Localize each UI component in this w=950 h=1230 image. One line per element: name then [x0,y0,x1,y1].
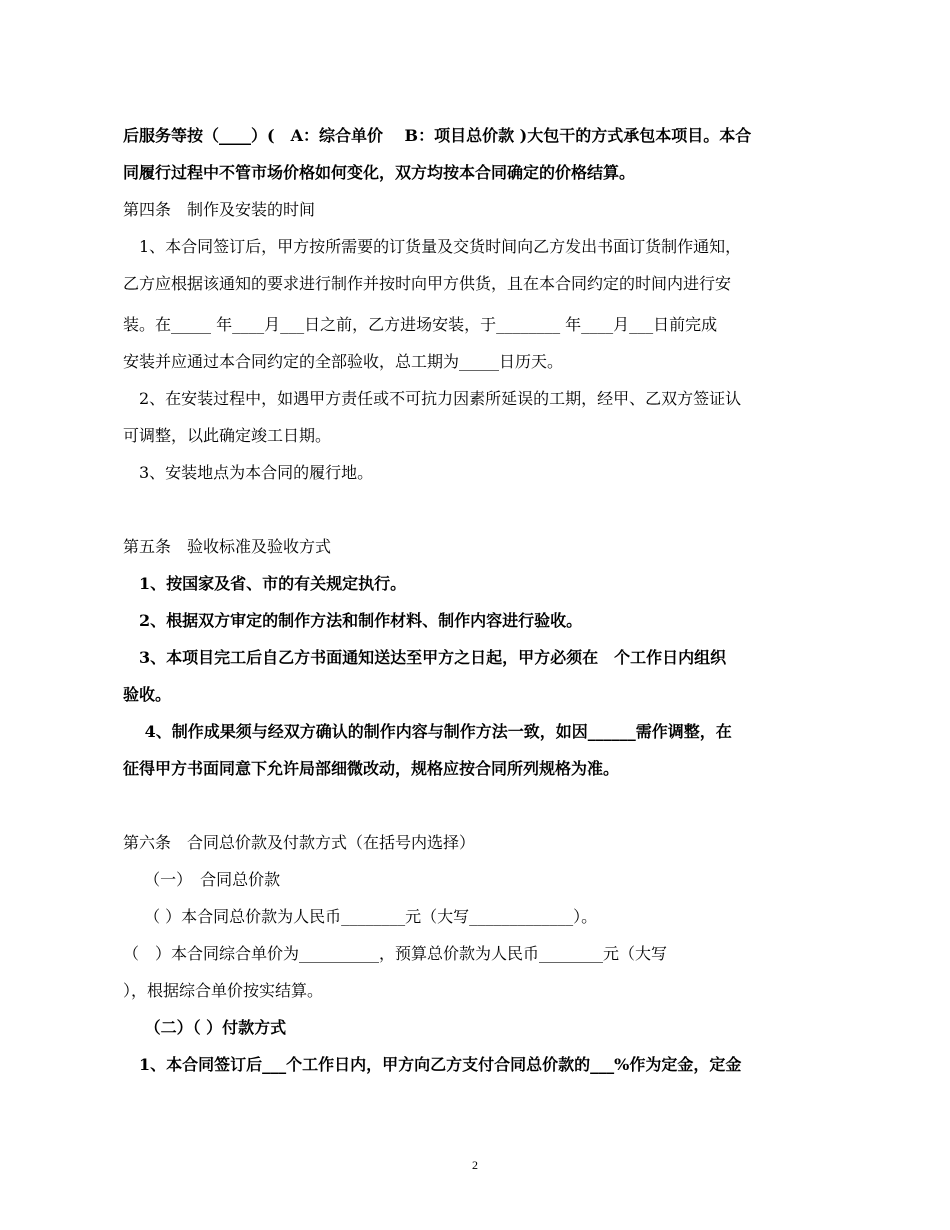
text-line: 征得甲方书面同意下允许局部细微改动，规格应按合同所列规格为准。 [123,759,620,778]
text-line: （ ）本合同综合单价为__________，预算总价款为人民币________元（大写 [123,944,668,963]
section-heading-6: 第六条 合同总价款及付款方式（在括号内选择） [123,833,476,852]
text-line: （一） 合同总价款 [123,870,281,889]
section-heading-4: 第四条 制作及安装的时间 [123,200,316,219]
text-line: 后服务等按（____）( A：综合单价 B：项目总价款 )大包干的方式承包本项目。本合 [123,126,752,145]
text-line: 乙方应根据该通知的要求进行制作并按时向甲方供货，且在本合同约定的时间内进行安 [123,274,732,293]
text-line: 可调整，以此确定竣工日期。 [123,426,332,445]
text-line: 1、本合同签订后，甲方按所需要的订货量及交货时间向乙方发出书面订货制作通知， [123,237,742,256]
text-line: 2、根据双方审定的制作方法和制作材料、制作内容进行验收。 [123,611,583,630]
text-line: 1、本合同签订后___个工作日内，甲方向乙方支付合同总价款的___%作为定金，定金 [123,1055,742,1074]
text-line: （ ）本合同总价款为人民币________元（大写_____________）。 [123,907,598,926]
text-line: 1、按国家及省、市的有关规定执行。 [123,574,407,593]
page-number: 2 [472,1158,478,1172]
text-line: 同履行过程中不管市场价格如何变化，双方均按本合同确定的价格结算。 [123,163,636,182]
text-line: 装。在_____ 年____月___日之前，乙方进场安装，于________ 年____月___日前完成 [123,315,718,334]
text-line: （二）（ ）付款方式 [123,1018,287,1037]
text-line: ），根据综合单价按实结算。 [123,981,324,1000]
text-line: 3、安装地点为本合同的履行地。 [123,463,374,482]
text-line: 2、在安装过程中，如遇甲方责任或不可抗力因素所延误的工期，经甲、乙双方签证认 [123,389,742,408]
section-heading-5: 第五条 验收标准及验收方式 [123,537,332,556]
text-line: 安装并应通过本合同约定的全部验收，总工期为_____日历天。 [123,352,564,371]
text-line: 3、本项目完工后自乙方书面通知送达至甲方之日起，甲方必须在 个工作日内组织 [123,648,727,667]
text-line: 验收。 [123,685,172,704]
text-line: 4、制作成果须与经双方确认的制作内容与制作方法一致，如因______需作调整，在 [123,722,732,741]
